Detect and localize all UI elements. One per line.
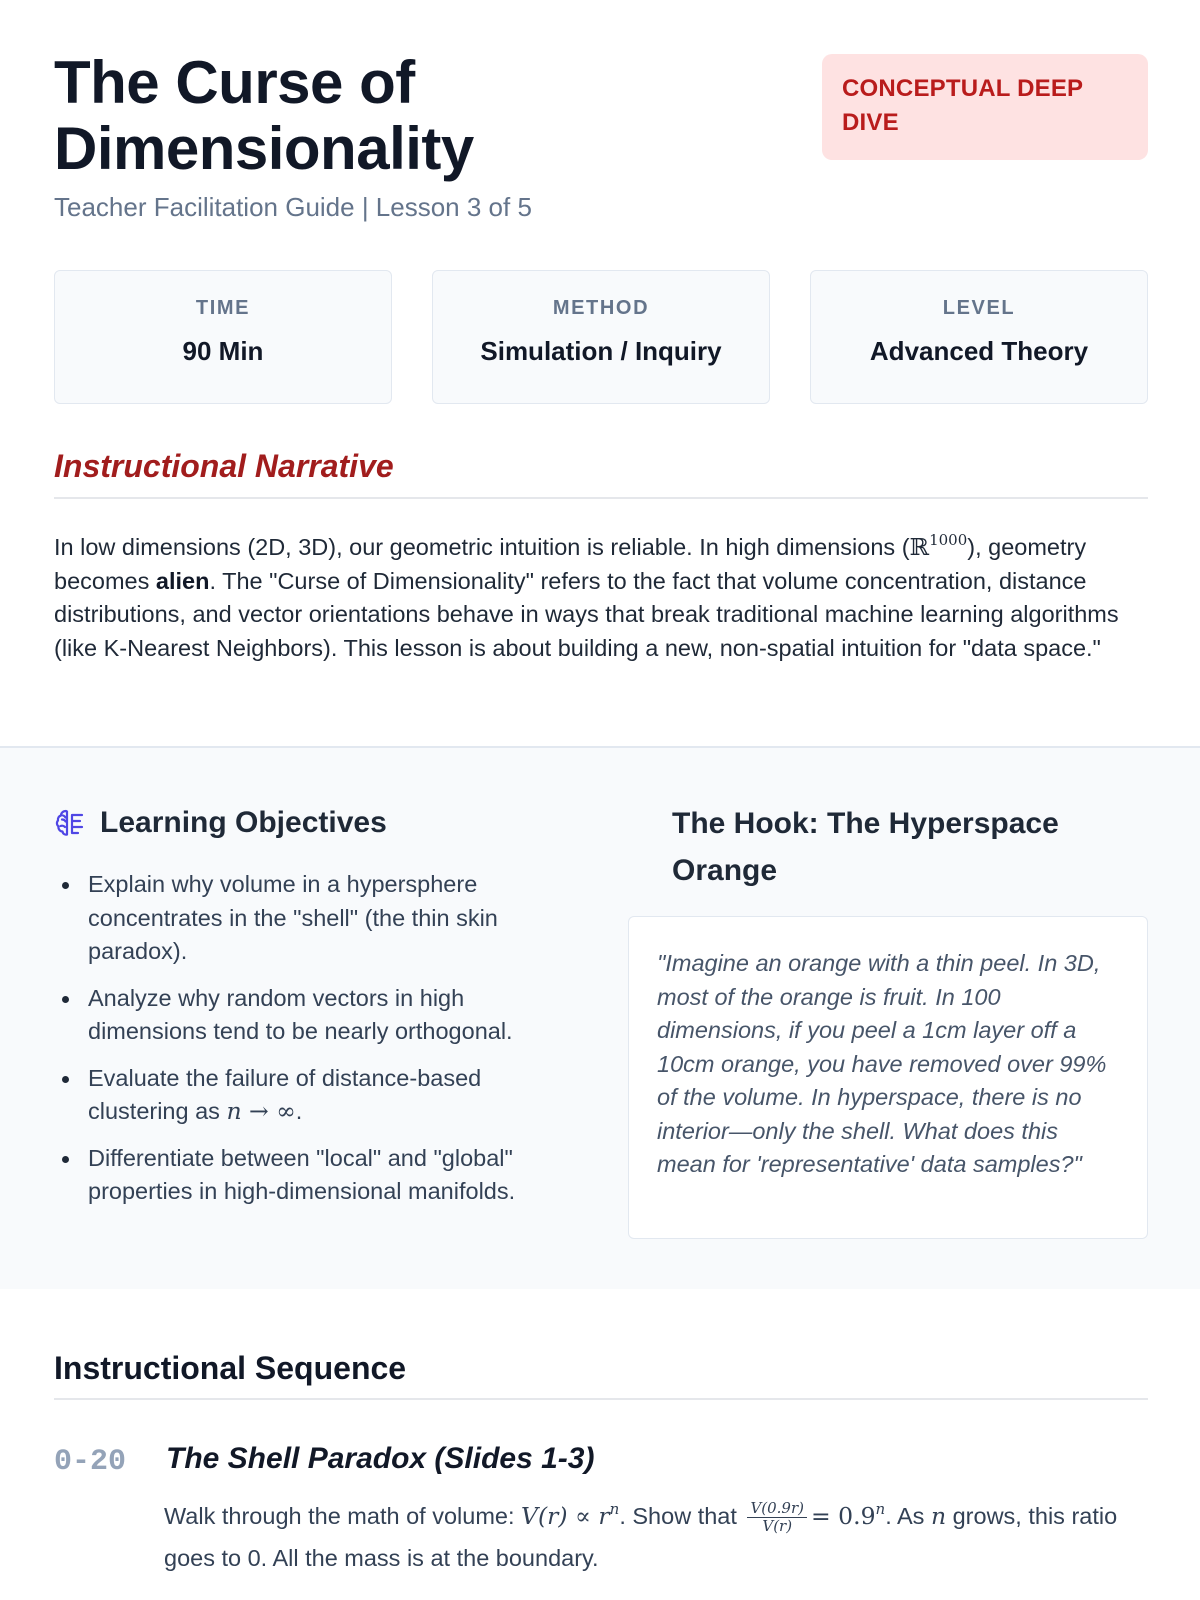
objective-text: Analyze why random vectors in high dimensions tend to be nearly orthogonal.: [88, 984, 513, 1044]
math-exponent: n: [609, 1500, 620, 1518]
list-item: [58, 1142, 568, 1209]
math-limit: n → ∞: [226, 1097, 296, 1125]
stat-label: METHOD: [552, 297, 650, 319]
step-text: Walk through the math of volume:: [164, 1503, 522, 1529]
page-title: The Curse of Dimensionality: [54, 49, 474, 182]
sequence-heading: Instructional Sequence: [54, 1350, 407, 1386]
step-description: [164, 1488, 1154, 1579]
page-subtitle: Teacher Facilitation Guide | Lesson 3 of 5: [54, 192, 532, 222]
header: [54, 50, 1148, 230]
brain-icon: [54, 807, 86, 839]
narrative-text: . The "Curse of Dimensionality" refers to the fact that volume concentration, distance distributions, and vector orientations behave in ways that break traditional machine learning algorithms (like K-Nearest Neighbors). This lesson is about building a new, non-spatial intuition for "data space.": [54, 567, 1119, 661]
math-exponent: n: [875, 1500, 886, 1518]
math-exponent: 1000: [929, 531, 968, 549]
fraction-denominator: V(r): [762, 1517, 793, 1536]
stat-value: Advanced Theory: [869, 336, 1089, 366]
objective-text: Evaluate the failure of distance-based clustering as: [88, 1064, 482, 1124]
objective-text: Explain why volume in a hypersphere concentrates in the "shell" (the thin skin paradox).: [88, 871, 498, 964]
objectives-list: [58, 868, 568, 1222]
hook-heading: The Hook: The Hyperspace Orange: [672, 807, 1059, 887]
objectives-header: [54, 806, 387, 840]
narrative-heading: Instructional Narrative: [54, 448, 394, 484]
step-text: . As: [885, 1503, 931, 1529]
lesson-stats: [54, 270, 1148, 404]
math-ratio: = 0.9: [811, 1502, 876, 1530]
math-variable: n: [930, 1502, 947, 1530]
stat-label: LEVEL: [942, 297, 1016, 319]
step-text: grows, this ratio goes to 0. All the mass is at the boundary.: [164, 1503, 1118, 1571]
narrative-text: In low dimensions (2D, 3D), our geometric intuition is reliable. In high dimensions (: [54, 534, 910, 560]
stat-value: 90 Min: [182, 336, 264, 366]
category-badge: CONCEPTUAL DEEP DIVE: [822, 54, 1148, 160]
narrative-text: ), geometry becomes: [54, 534, 1087, 594]
bullet: [62, 1076, 69, 1083]
fraction-numerator: V(0.9r): [747, 1500, 807, 1518]
step-title: The Shell Paradox (Slides 1-3): [166, 1442, 595, 1475]
objective-text: .: [295, 1098, 303, 1124]
math-reals: ℝ: [909, 533, 930, 561]
divider: [54, 497, 1148, 499]
objectives-heading: Learning Objectives: [100, 806, 387, 839]
bullet: [62, 882, 69, 889]
math-volume: V(r) ∝ r: [521, 1502, 610, 1530]
objective-text: Differentiate between "local" and "global" properties in high-dimensional manifolds.: [88, 1144, 516, 1204]
hook-quote-card: [628, 916, 1148, 1239]
bullet: [62, 1156, 69, 1163]
list-item: [58, 982, 568, 1049]
list-item: [58, 868, 568, 969]
stat-time: [54, 270, 392, 404]
step-time-range: 0-20: [54, 1445, 127, 1479]
narrative-paragraph: [54, 524, 1154, 665]
stat-level: [810, 270, 1148, 404]
stat-method: [432, 270, 770, 404]
stat-label: TIME: [195, 297, 251, 319]
bullet: [62, 996, 69, 1003]
divider: [54, 1398, 1148, 1400]
step-text: . Show that: [619, 1503, 744, 1529]
math-fraction: [747, 1500, 807, 1535]
narrative-emphasis: alien: [155, 567, 210, 594]
stat-value: Simulation / Inquiry: [480, 336, 722, 366]
list-item: [58, 1062, 568, 1129]
hook-quote: "Imagine an orange with a thin peel. In 3D, most of the orange is fruit. In 100 dimensions, if you peel a 1cm layer off a 10cm orange, you have removed over 99% of the volume. In hyperspace, there is no interior—only the shell. What does this mean for 'representative' data samples?": [657, 950, 1107, 1177]
